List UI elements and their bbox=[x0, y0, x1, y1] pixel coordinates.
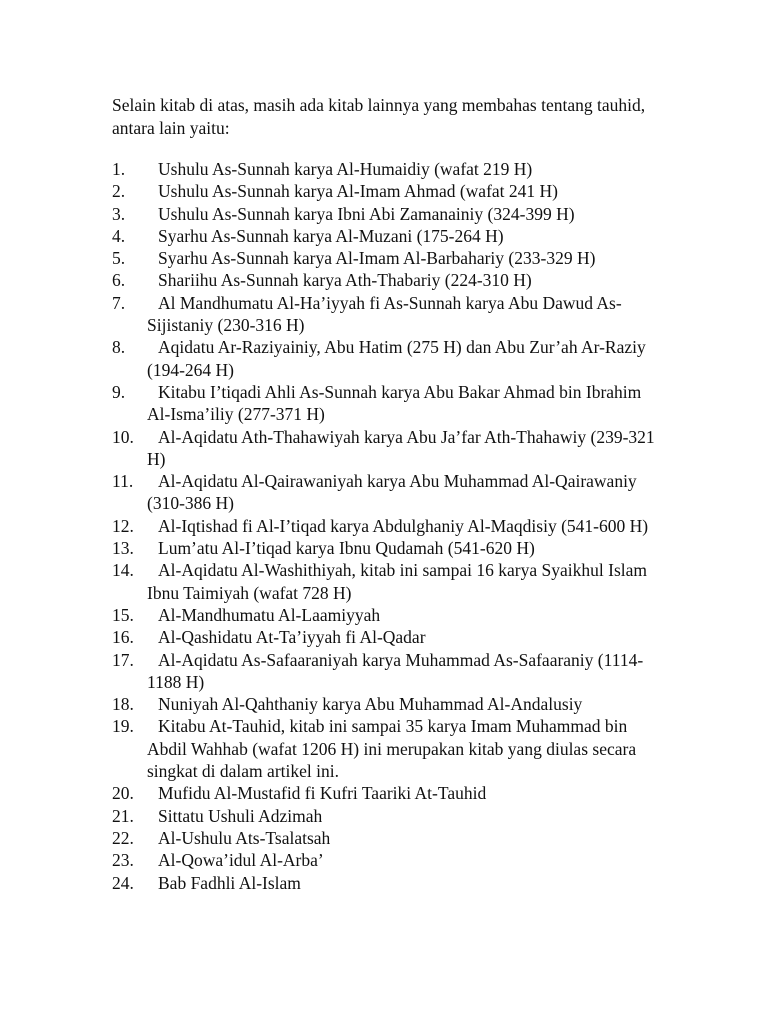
list-item-number: 1. bbox=[112, 159, 126, 179]
list-item bbox=[112, 626, 692, 648]
list-item-number: 13. bbox=[112, 538, 134, 559]
list-item bbox=[112, 336, 692, 381]
list-item-text: Syarhu As-Sunnah karya Al-Muzani (175-264 H) bbox=[158, 225, 504, 246]
list-item-text: Shariihu As-Sunnah karya Ath-Thabariy (224-310 H) bbox=[158, 270, 532, 291]
list-item bbox=[112, 805, 692, 827]
list-item bbox=[112, 269, 692, 291]
list-item bbox=[112, 559, 692, 604]
list-item-text: Mufidu Al-Mustafid fi Kufri Taariki At-Tauhid bbox=[158, 783, 487, 804]
list-item-text: Aqidatu Ar-Raziyainiy, Abu Hatim (275 H) dan Abu Zur’ah Ar-Raziy (194-264 H) bbox=[147, 337, 646, 380]
list-item-number: 9. bbox=[112, 381, 126, 402]
list-item-number: 22. bbox=[112, 827, 134, 848]
list-item-number: 19. bbox=[112, 716, 134, 737]
list-item-number: 10. bbox=[112, 426, 134, 447]
list-item-text: Ushulu As-Sunnah karya Ibni Abi Zamanainiy (324-399 H) bbox=[158, 203, 575, 224]
list-item-text: Al-Iqtishad fi Al-I’tiqad karya Abdulghaniy Al-Maqdisiy (541-600 H) bbox=[158, 515, 649, 536]
list-item bbox=[112, 180, 692, 202]
list-item-number: 11. bbox=[112, 471, 134, 492]
list-item-text: Al-Ushulu Ats-Tsalatsah bbox=[158, 827, 331, 848]
list-item bbox=[112, 470, 692, 515]
list-item-text: Al-Aqidatu As-Safaaraniyah karya Muhammad As-Safaaraniy (1114-1188 H) bbox=[147, 649, 644, 692]
kitab-list bbox=[112, 158, 692, 894]
list-item-text: Kitabu At-Tauhid, kitab ini sampai 35 karya Imam Muhammad bin Abdil Wahhab (wafat 1206 H) ini merupakan kitab yang diulas secara singkat di dalam artikel ini. bbox=[147, 716, 637, 782]
list-item bbox=[112, 693, 692, 715]
list-item-number: 24. bbox=[112, 872, 134, 893]
list-item-text: Al-Aqidatu Ath-Thahawiyah karya Abu Ja’far Ath-Thahawiy (239-321 H) bbox=[147, 426, 655, 469]
list-item-text: Ushulu As-Sunnah karya Al-Humaidiy (wafat 219 H) bbox=[158, 159, 533, 179]
list-item-text: Al-Aqidatu Al-Qairawaniyah karya Abu Muhammad Al-Qairawaniy (310-386 H) bbox=[147, 471, 637, 514]
list-item-number: 23. bbox=[112, 850, 134, 871]
list-item bbox=[112, 782, 692, 804]
list-item-number: 2. bbox=[112, 181, 126, 202]
list-item-number: 17. bbox=[112, 649, 134, 670]
list-item-number: 12. bbox=[112, 515, 134, 536]
list-item-text: Al-Aqidatu Al-Washithiyah, kitab ini sampai 16 karya Syaikhul Islam Ibnu Taimiyah (wafat 728 H) bbox=[147, 560, 647, 603]
list-item-number: 18. bbox=[112, 694, 134, 715]
list-item-text: Sittatu Ushuli Adzimah bbox=[158, 805, 323, 826]
intro-paragraph: Selain kitab di atas, masih ada kitab lainnya yang membahas tentang tauhid, antara lain yaitu: bbox=[112, 95, 646, 138]
list-item bbox=[112, 604, 692, 626]
list-item-number: 21. bbox=[112, 805, 134, 826]
list-item-number: 20. bbox=[112, 783, 134, 804]
list-item-text: Al-Mandhumatu Al-Laamiyyah bbox=[158, 604, 381, 625]
list-item bbox=[112, 426, 692, 471]
list-item-text: Al-Qashidatu At-Ta’iyyah fi Al-Qadar bbox=[158, 627, 426, 648]
list-item-text: Al Mandhumatu Al-Ha’iyyah fi As-Sunnah karya Abu Dawud As-Sijistaniy (230-316 H) bbox=[147, 292, 622, 336]
list-item-number: 4. bbox=[112, 225, 126, 246]
list-item bbox=[112, 515, 692, 537]
list-item-number: 6. bbox=[112, 270, 126, 291]
list-item-text: Ushulu As-Sunnah karya Al-Imam Ahmad (wafat 241 H) bbox=[158, 181, 558, 202]
list-item-text: Nuniyah Al-Qahthaniy karya Abu Muhammad Al-Andalusiy bbox=[158, 694, 583, 715]
list-item-number: 15. bbox=[112, 604, 134, 625]
list-item bbox=[112, 247, 692, 269]
list-item bbox=[112, 849, 692, 871]
list-item bbox=[112, 537, 692, 559]
list-item bbox=[112, 158, 692, 180]
list-item-number: 7. bbox=[112, 292, 126, 313]
list-item-number: 3. bbox=[112, 203, 126, 224]
list-item bbox=[112, 381, 692, 426]
list-item-text: Syarhu As-Sunnah karya Al-Imam Al-Barbahariy (233-329 H) bbox=[158, 248, 596, 269]
list-item-text: Kitabu I’tiqadi Ahli As-Sunnah karya Abu Bakar Ahmad bin Ibrahim Al-Isma’iliy (277-371 H) bbox=[147, 381, 642, 425]
list-item-number: 5. bbox=[112, 248, 126, 269]
list-item-number: 14. bbox=[112, 560, 134, 581]
list-item bbox=[112, 872, 692, 894]
list-item bbox=[112, 715, 692, 782]
list-item-text: Bab Fadhli Al-Islam bbox=[158, 872, 301, 893]
list-item bbox=[112, 225, 692, 247]
list-item bbox=[112, 649, 692, 694]
list-item bbox=[112, 292, 692, 337]
list-item-text: Al-Qowa’idul Al-Arba’ bbox=[158, 850, 324, 871]
list-item-number: 8. bbox=[112, 337, 126, 358]
list-item-number: 16. bbox=[112, 627, 134, 648]
list-item-text: Lum’atu Al-I’tiqad karya Ibnu Qudamah (541-620 H) bbox=[158, 538, 535, 559]
list-item bbox=[112, 203, 692, 225]
list-item bbox=[112, 827, 692, 849]
